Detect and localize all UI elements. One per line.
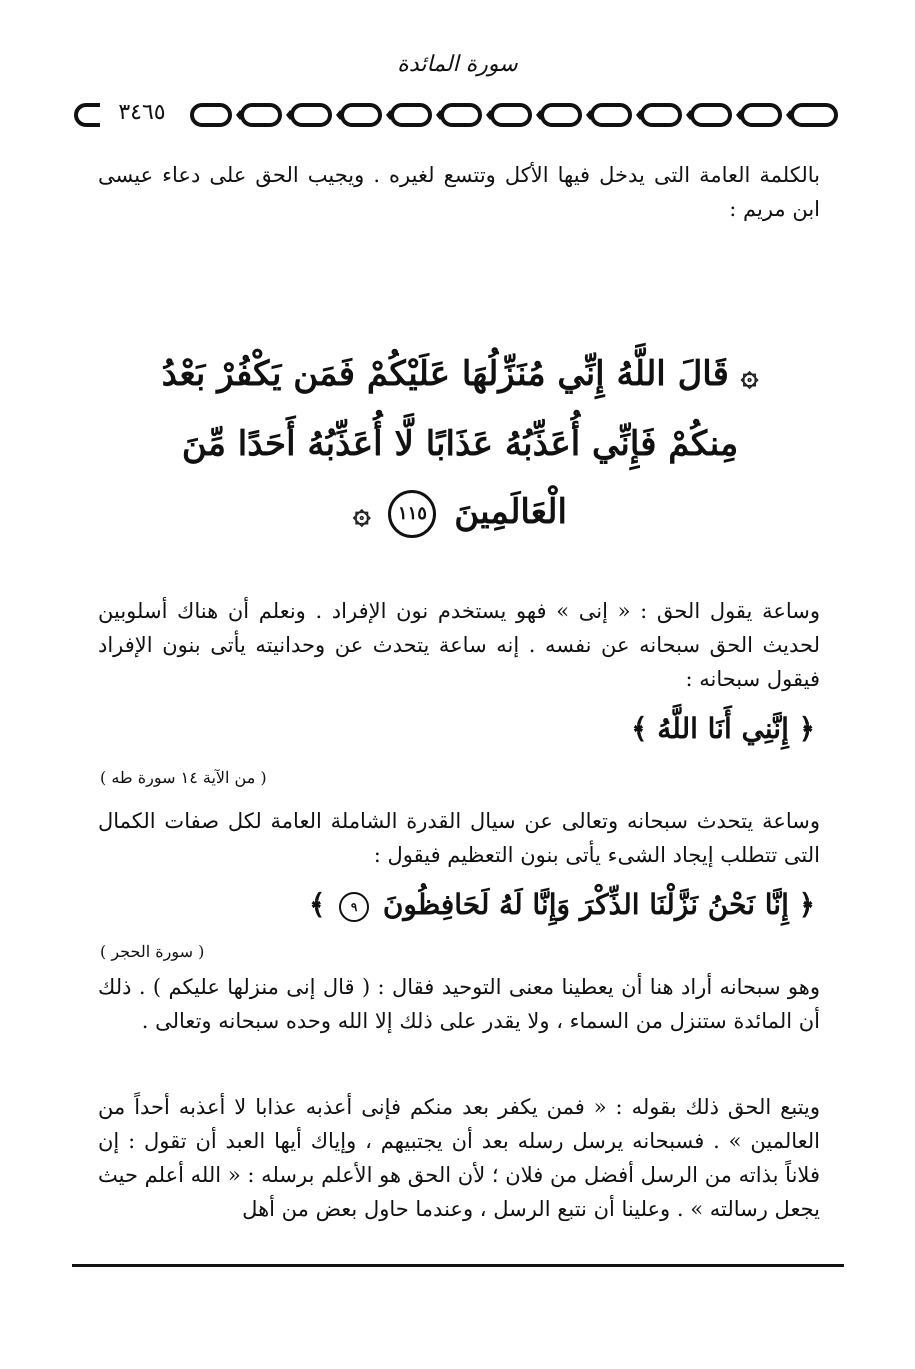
- paragraph-singular-pronoun: وساعة يقول الحق : « إنى » فهو يستخدم نون الإفراد . ونعلم أن هناك أسلوبين لحديث الحق سبحانه عن نفسه . إنه ساعة يتحدث عن وحدانيته يأتى بنون الإفراد فيقول سبحانه :: [98, 599, 820, 691]
- footer-rule: [72, 1264, 844, 1267]
- quran-verse-block: [150, 340, 770, 548]
- paragraph-messengers: ويتبع الحق ذلك بقوله : « فمن يكفر بعد منكم فإنى أعذبه عذابا لا أعذبه أحداً من العالمين » . فسبحانه يرسل رسله بعد أن يجتبيهم ، وإياك أيها العبد أن تقول : إن فلاناً بذاته من الرسل أفضل من فلان ؛ لأن الحق هو الأعلم برسله : « الله أعلم حيث يجعل رسالته » . وعلينا أن نتبع الرسل ، وعندما حاول بعض من أهل: [98, 1095, 820, 1221]
- ornamental-header-band: [72, 98, 844, 132]
- surah-title: سورة المائدة: [397, 52, 518, 77]
- paragraph-intro: بالكلمة العامة التى يدخل فيها الأكل وتتسع لغيره . ويجيب الحق على دعاء عيسى ابن مريم :: [98, 163, 820, 221]
- verse-text: قَالَ اللَّهُ إِنِّي مُنَزِّلُهَا عَلَيْكُمْ فَمَن يَكْفُرْ بَعْدُ مِنكُمْ فَإِنِّي أُعَذِّبُهُ عَذَابًا لَّا أُعَذِّبُهُ أَحَدًا مِّنَ الْعَالَمِينَ: [161, 354, 739, 532]
- quote-hijr-reference: ( سورة الحجر ): [100, 942, 205, 961]
- quote-hijr-close: ﴾: [308, 888, 326, 921]
- paragraph-plural-pronoun: وساعة يتحدث سبحانه وتعالى عن سيال القدرة الشاملة العامة لكل صفات الكمال التى تتطلب إيجاد الشىء يأتى بنون التعظيم فيقول :: [98, 809, 820, 867]
- ayah-number-marker: ١١٥: [388, 490, 436, 538]
- verse-start-ornament-icon: ۞: [740, 358, 759, 393]
- page-number: ٣٤٦٥: [100, 93, 184, 133]
- quote-hijr: [309, 888, 815, 922]
- quote-taha: ﴿ إِنَّنِي أَنَا اللَّهُ ﴾: [631, 712, 815, 745]
- quote-hijr-text: ﴿ إِنَّا نَحْنُ نَزَّلْنَا الذِّكْرَ وَإِنَّا لَهُ لَحَافِظُونَ: [382, 888, 815, 921]
- verse-end-ornament-icon: ۞: [353, 496, 371, 531]
- quote-hijr-ayah-marker: ٩: [339, 892, 369, 922]
- paragraph-tawhid: وهو سبحانه أراد هنا أن يعطينا معنى التوحيد فقال : ( قال إنى منزلها عليكم ) . ذلك أن المائدة ستنزل من السماء ، ولا يقدر على ذلك إلا الله وحده سبحانه وتعالى .: [98, 975, 820, 1033]
- quote-taha-reference: ( من الآية ١٤ سورة طه ): [100, 768, 267, 787]
